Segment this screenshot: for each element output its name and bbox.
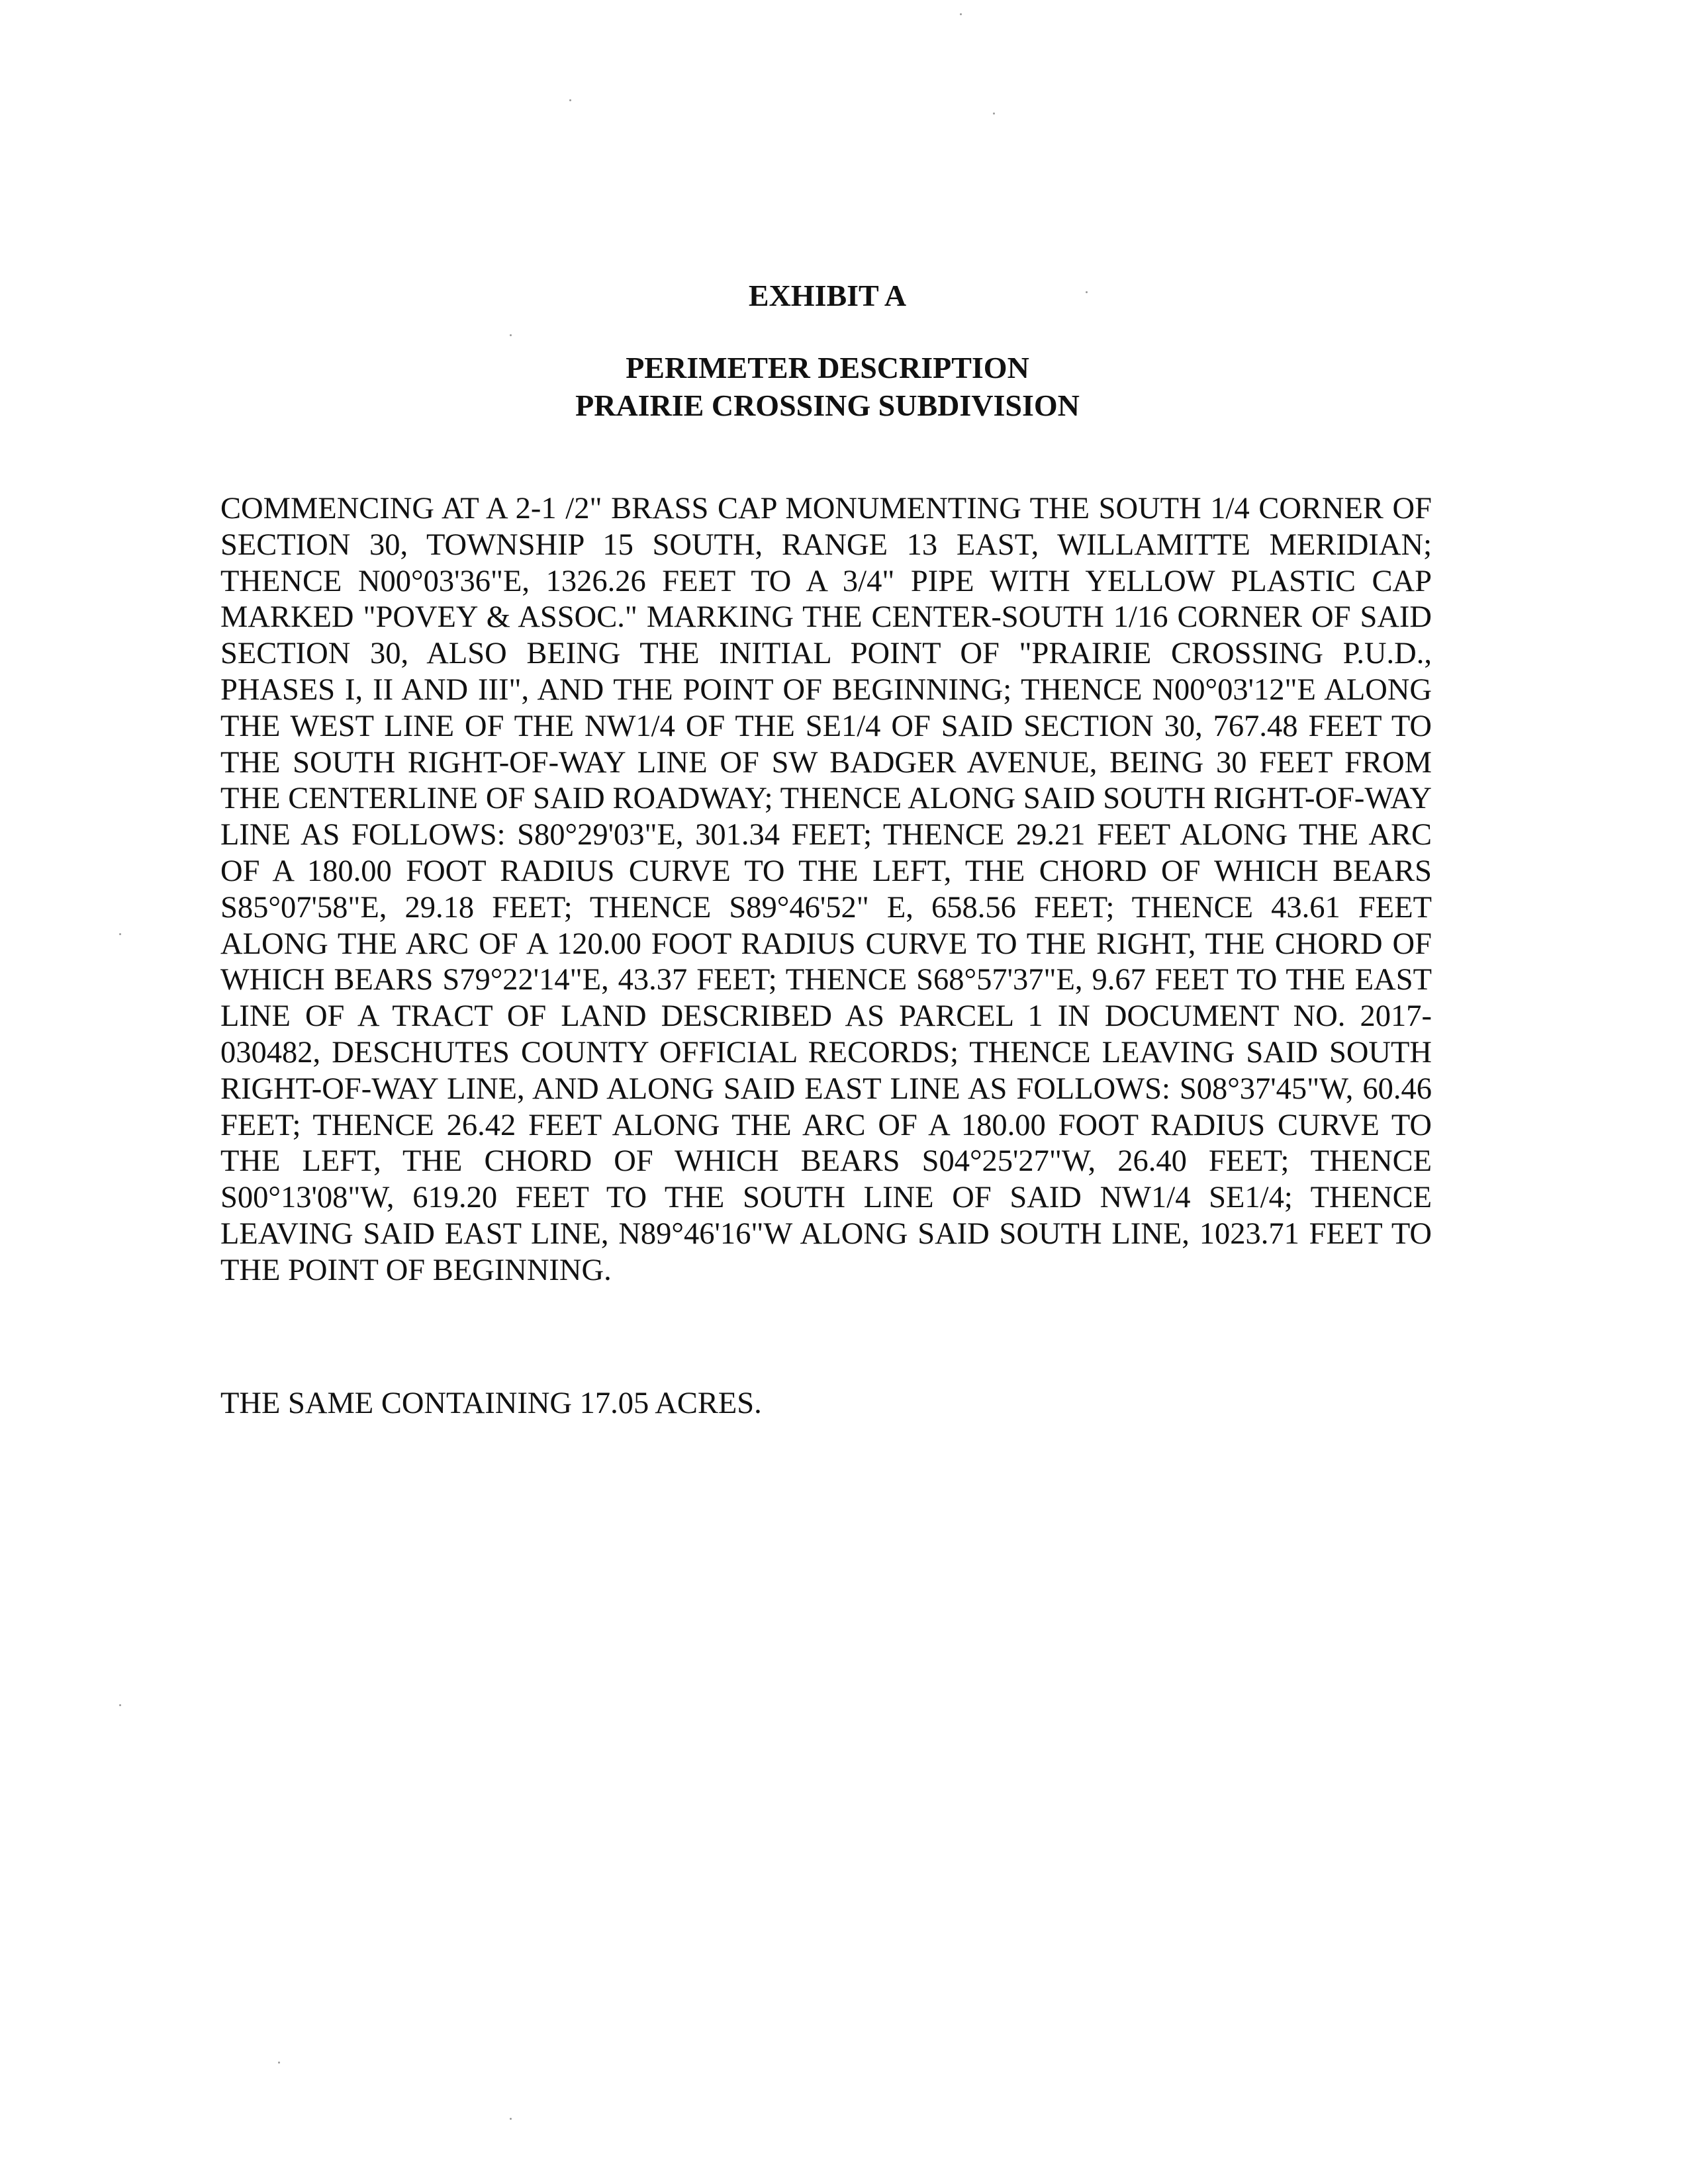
scan-speck [119,933,121,935]
scan-speck [278,2062,280,2064]
acreage-statement: THE SAME CONTAINING 17.05 ACRES. [220,1387,762,1420]
document-heading [0,349,1655,424]
scan-speck [993,113,995,114]
perimeter-description-paragraph: COMMENCING AT A 2-1 /2" BRASS CAP MONUMENTING THE SOUTH 1/4 CORNER OF SECTION 30, TOWNSHIP 15 SOUTH, RANGE 13 EAST, WILLAMITTE MERIDIAN; THENCE N00°03'36"E, 1326.26 FEET TO A 3/4" PIPE WITH YELLOW PLASTIC CAP MARKED "POVEY & ASSOC." MARKING THE CENTER-SOUTH 1/16 CORNER OF SAID SECTION 30, ALSO BEING THE INITIAL POINT OF "PRAIRIE CROSSING P.U.D., PHASES I, II AND III", AND THE POINT OF BEGINNING; THENCE N00°03'12"E ALONG THE WEST LINE OF THE NW1/4 OF THE SE1/4 OF SAID SECTION 30, 767.48 FEET TO THE SOUTH RIGHT-OF-WAY LINE OF SW BADGER AVENUE, BEING 30 FEET FROM THE CENTERLINE OF SAID ROADWAY; THENCE ALONG SAID SOUTH RIGHT-OF-WAY LINE AS FOLLOWS: S80°29'03"E, 301.34 FEET; THENCE 29.21 FEET ALONG THE ARC OF A 180.00 FOOT RADIUS CURVE TO THE LEFT, THE CHORD OF WHICH BEARS S85°07'58"E, 29.18 FEET; THENCE S89°46'52" E, 658.56 FEET; THENCE 43.61 FEET ALONG THE ARC OF A 120.00 FOOT RADIUS CURVE TO THE RIGHT, THE CHORD OF WHICH BEARS S79°22'14"E, 43.37 FEET; THENCE S68°57'37"E, 9.67 FEET TO THE EAST LINE OF A TRACT OF LAND DESCRIBED AS PARCEL 1 IN DOCUMENT NO. 2017-030482, DESCHUTES COUNTY OFFICIAL RECORDS; THENCE LEAVING SAID SOUTH RIGHT-OF-WAY LINE, AND ALONG SAID EAST LINE AS FOLLOWS: S08°37'45"W, 60.46 FEET; THENCE 26.42 FEET ALONG THE ARC OF A 180.00 FOOT RADIUS CURVE TO THE LEFT, THE CHORD OF WHICH BEARS S04°25'27"W, 26.40 FEET; THENCE S00°13'08"W, 619.20 FEET TO THE SOUTH LINE OF SAID NW1/4 SE1/4; THENCE LEAVING SAID EAST LINE, N89°46'16"W ALONG SAID SOUTH LINE, 1023.71 FEET TO THE POINT OF BEGINNING. [220,492,1432,1287]
scan-speck [119,1704,121,1706]
scan-speck [510,2118,512,2120]
scan-speck [569,99,571,101]
scan-speck [960,13,962,15]
heading-line-description: PERIMETER DESCRIPTION [626,351,1029,385]
scan-speck [510,334,512,336]
heading-line-subdivision: PRAIRIE CROSSING SUBDIVISION [575,388,1080,422]
exhibit-title: EXHIBIT A [748,279,907,312]
scan-speck [1086,291,1088,293]
